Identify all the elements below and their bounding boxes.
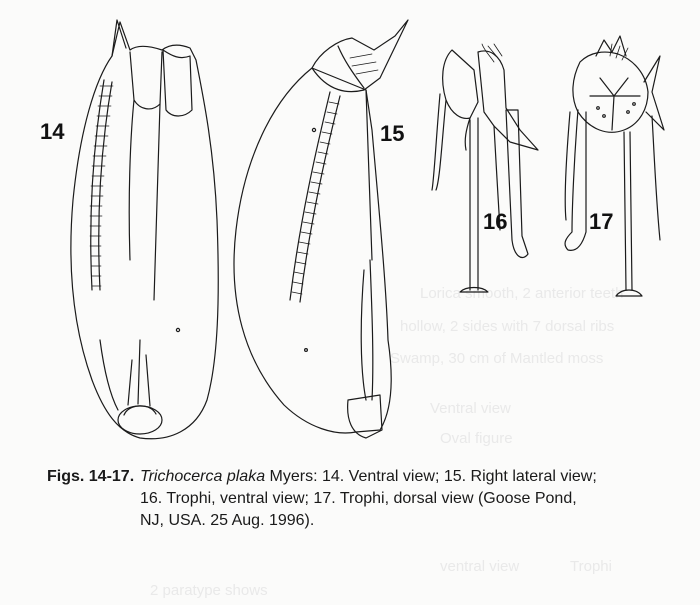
fig16-trophi-ventral-view-drawing — [432, 44, 538, 292]
species-name: Trichocerca plaka — [140, 468, 266, 485]
figure-caption — [0, 466, 700, 556]
caption-line-3: NJ, USA. 25 Aug. 1996). — [140, 512, 315, 529]
figure-number-15: 15 — [380, 121, 405, 146]
caption-label: Figs. 14-17. — [47, 468, 135, 485]
fig17-trophi-dorsal-view-drawing — [565, 36, 664, 296]
fig15-right-lateral-view-drawing — [234, 20, 408, 438]
figure-number-14: 14 — [40, 119, 65, 144]
fig14-ventral-view-drawing — [71, 20, 218, 439]
caption-line-2: 16. Trophi, ventral view; 17. Trophi, dorsal view (Goose Pond, — [140, 490, 577, 507]
journal-page: Lorica smooth, 2 anterior teeth hollow, 2 sides with 7 dorsal ribs Swamp, 30 cm of Mantled moss Ventral view Oval figure ventral view Trophi 2 paratype shows 14 15 16 17 Figs. 14-17. Trichocerca plaka Myers: 14. Ventral view; 15. Right lateral view; 16. Trophi, ventral view; 17. Trophi, dorsal view (Goose Pond, NJ, USA. 25 Aug. 1996). — [0, 0, 700, 605]
caption-line-1 — [140, 466, 690, 488]
caption-text — [140, 466, 690, 532]
figure-number-17: 17 — [589, 209, 614, 234]
figure-number-16: 16 — [483, 209, 508, 234]
caption-line-1-rest: Myers: 14. Ventral view; 15. Right lateral view; — [265, 468, 597, 485]
